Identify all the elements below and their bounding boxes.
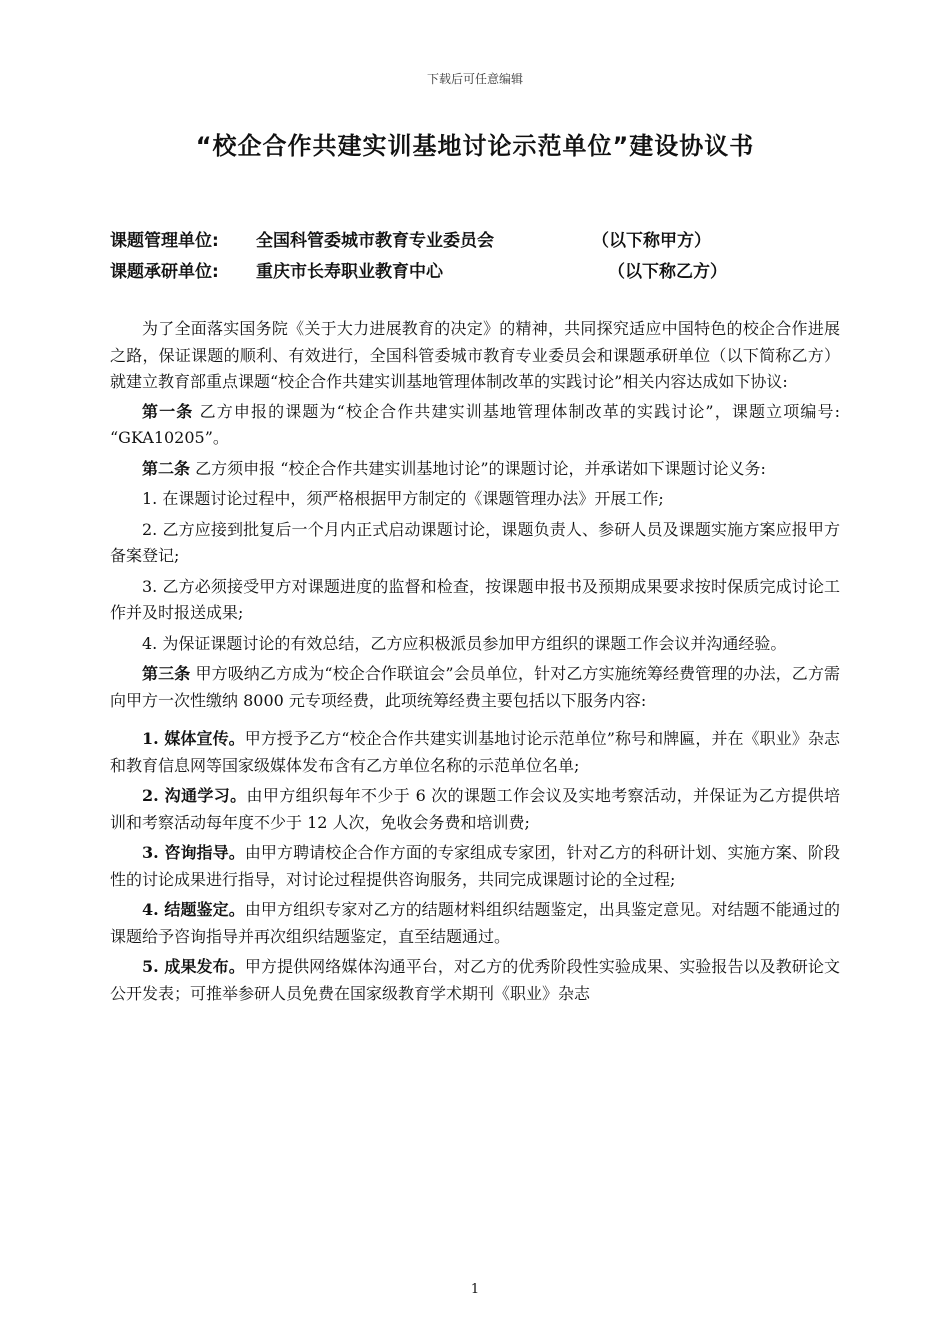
list-item <box>110 574 840 627</box>
service-heading: 5. 成果发布。 <box>142 957 245 976</box>
service-item <box>110 726 840 779</box>
paragraph-text: 由甲方组织每年不少于 6 次的课题工作会议及实地考察活动，并保证为乙方提供培训和考察活动每年度不少于 12 人次，免收会务费和培训费; <box>110 786 840 832</box>
service-item <box>110 954 840 1007</box>
list-item <box>110 517 840 570</box>
paragraph-text: 1. 在课题讨论过程中，须严格根据甲方制定的《课题管理办法》开展工作; <box>142 489 664 508</box>
paragraph-text: 3. 乙方必须接受甲方对课题进度的监督和检查，按课题申报书及预期成果要求按时保质完成讨论工作并及时报送成果; <box>110 576 840 622</box>
page-number: 1 <box>470 1282 480 1297</box>
party-row-b <box>110 257 850 288</box>
header-note: 下载后可任意编辑 <box>426 72 523 86</box>
article-heading: 第三条 <box>142 664 191 683</box>
paragraph-text: 由甲方组织专家对乙方的结题材料组织结题鉴定，出具鉴定意见。对结题不能通过的课题给予咨询指导并再次组织结题鉴定，直至结题通过。 <box>110 900 840 946</box>
paragraph-text: 乙方须申报 “校企合作共建实训基地讨论”的课题讨论，并承诺如下课题讨论义务: <box>190 458 766 478</box>
service-item <box>110 783 840 836</box>
service-heading: 3. 咨询指导。 <box>142 843 245 862</box>
agreement-body <box>110 316 840 1010</box>
article-2 <box>110 456 840 483</box>
paragraph-text: 2. 乙方应接到批复后一个月内正式启动课题讨论，课题负责人、参研人员及课题实施方案应报甲方备案登记; <box>110 519 840 565</box>
paragraph-text: 乙方申报的课题为“校企合作共建实训基地管理体制改革的实践讨论”，课题立项编号: “GKA10205”。 <box>110 401 840 447</box>
paragraph-text: 4. 为保证课题讨论的有效总结，乙方应积极派员参加甲方组织的课题工作会议并沟通经验。 <box>142 633 787 653</box>
party-row-a <box>110 226 850 257</box>
document-title: “校企合作共建实训基地讨论示范单位”建设协议书 <box>195 132 755 160</box>
party-label: 课题管理单位: <box>110 231 219 251</box>
list-item <box>110 486 840 513</box>
paragraph-preamble <box>110 316 840 396</box>
paragraph-text: 由甲方聘请校企合作方面的专家组成专家团，针对乙方的科研计划、实施方案、阶段性的讨论成果进行指导，对讨论过程提供咨询服务，共同完成课题讨论的全过程; <box>110 843 840 889</box>
party-name: 全国科管委城市教育专业委员会 <box>256 231 494 251</box>
article-3 <box>110 661 840 714</box>
service-item <box>110 897 840 950</box>
article-heading: 第一条 <box>142 401 194 421</box>
party-role: （以下称甲方） <box>592 231 711 251</box>
service-heading: 2. 沟通学习。 <box>142 786 247 805</box>
service-heading: 1. 媒体宣传。 <box>142 729 245 748</box>
article-heading: 第二条 <box>142 458 191 478</box>
paragraph-text: 甲方提供网络媒体沟通平台，对乙方的优秀阶段性实验成果、实验报告以及教研论文公开发表；可推举参研人员免费在国家级教育学术期刊《职业》杂志 <box>110 957 840 1003</box>
paragraph-text: 为了全面落实国务院《关于大力进展教育的决定》的精神，共同探究适应中国特色的校企合作进展之路，保证课题的顺利、有效进行，全国科管委城市教育专业委员会和课题承研单位（以下简称乙方）就建立教育部重点课题“校企合作共建实训基地管理体制改革的实践讨论”相关内容达成如下协议: <box>110 319 840 391</box>
service-heading: 4. 结题鉴定。 <box>142 900 245 919</box>
paragraph-text: 甲方授予乙方“校企合作共建实训基地讨论示范单位”称号和牌匾，并在《职业》杂志和教育信息网等国家级媒体发布含有乙方单位名称的示范单位名单; <box>110 729 840 775</box>
article-1 <box>110 399 840 452</box>
list-item <box>110 631 840 658</box>
service-item <box>110 840 840 893</box>
paragraph-text: 甲方吸纳乙方成为“校企合作联谊会”会员单位，针对乙方实施统筹经费管理的办法，乙方需向甲方一次性缴纳 8000 元专项经费，此项统筹经费主要包括以下服务内容: <box>110 664 840 710</box>
parties-block <box>110 226 850 288</box>
party-role: （以下称乙方） <box>608 262 727 282</box>
party-label: 课题承研单位: <box>110 262 219 282</box>
party-name: 重庆市长寿职业教育中心 <box>256 262 443 282</box>
